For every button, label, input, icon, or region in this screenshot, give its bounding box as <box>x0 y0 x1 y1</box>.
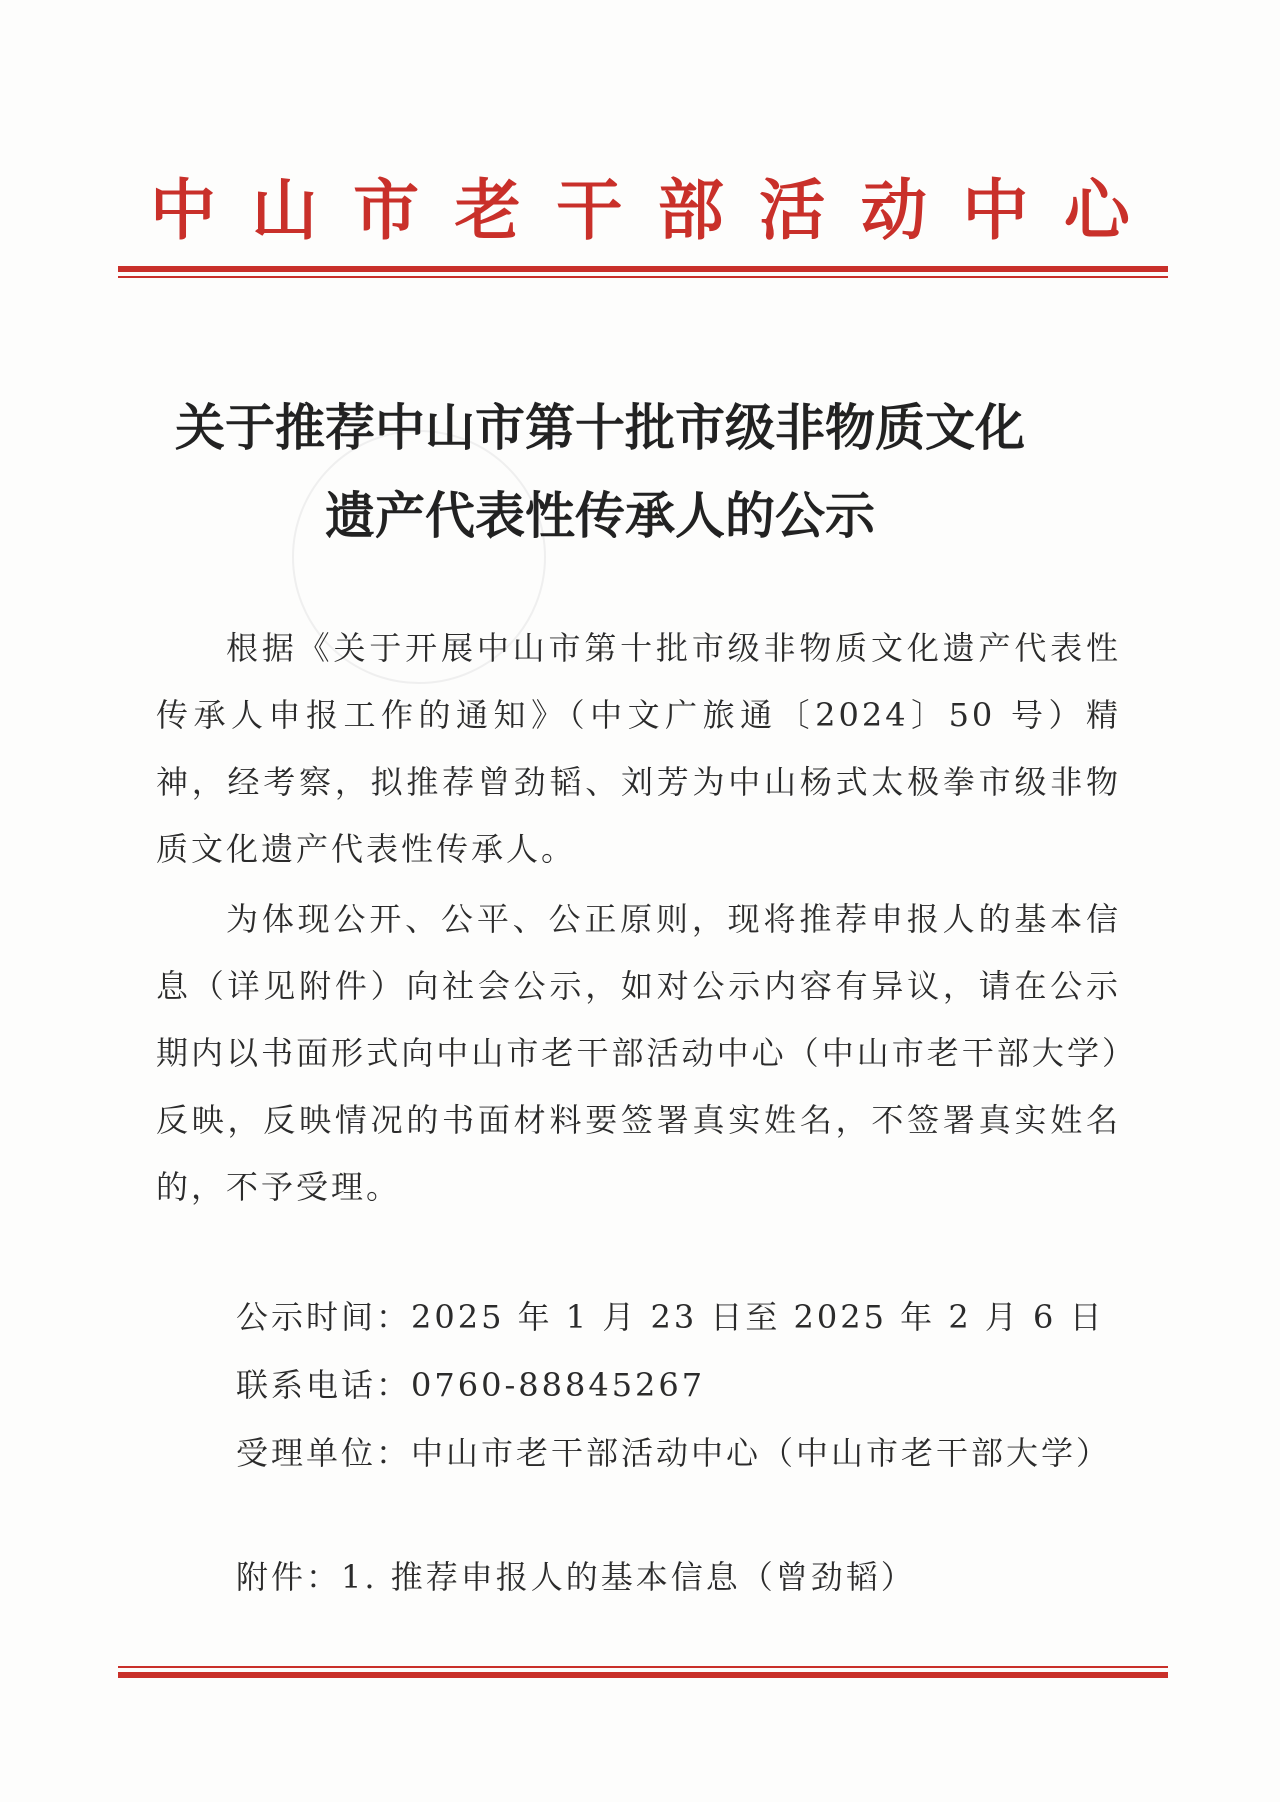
header-char: 部 <box>657 171 724 249</box>
header-divider-thin <box>118 276 1168 278</box>
header-char: 中 <box>962 171 1029 249</box>
header-char: 中 <box>150 171 216 249</box>
header-char: 老 <box>454 171 521 249</box>
header-divider <box>118 266 1168 278</box>
header-char: 活 <box>759 171 826 249</box>
contact-phone: 联系电话：0760-88845267 <box>236 1366 706 1404</box>
header-char: 心 <box>1063 171 1130 249</box>
footer-divider-thick <box>118 1672 1168 1678</box>
body-paragraph-2: 为体现公开、公平、公正原则，现将推荐申报人的基本信息（详见附件）向社会公示，如对公示内容有异议，请在公示期内以书面形式向中山市老干部活动中心（中山市老干部大学）反映，反映情况的书面材料要签署真实姓名，不签署真实姓名的，不予受理。 <box>156 900 1121 1206</box>
receiving-unit: 受理单位：中山市老干部活动中心（中山市老干部大学） <box>236 1434 1112 1472</box>
footer-divider-thin <box>118 1666 1168 1668</box>
attachment-note: 附件：1. 推荐申报人的基本信息（曾劲韬） <box>236 1558 916 1596</box>
organization-header <box>150 170 1130 250</box>
document-title-line-1: 关于推荐中山市第十批市级非物质文化 <box>175 398 1025 457</box>
header-char: 干 <box>556 171 623 249</box>
header-divider-thick <box>118 266 1168 272</box>
document-title-line-2: 遗产代表性传承人的公示 <box>325 486 875 545</box>
header-char: 市 <box>353 171 420 249</box>
body-paragraph-1: 根据《关于开展中山市第十批市级非物质文化遗产代表性传承人申报工作的通知》（中文广旅通〔2024〕50 号）精神，经考察，拟推荐曾劲韬、刘芳为中山杨式太极拳市级非物质文化遗产代表性传承人。 <box>156 629 1121 868</box>
publicity-period: 公示时间：2025 年 1 月 23 日至 2025 年 2 月 6 日 <box>236 1298 1105 1336</box>
footer-divider <box>118 1666 1168 1678</box>
header-char: 动 <box>860 171 927 249</box>
header-char: 山 <box>251 171 318 249</box>
